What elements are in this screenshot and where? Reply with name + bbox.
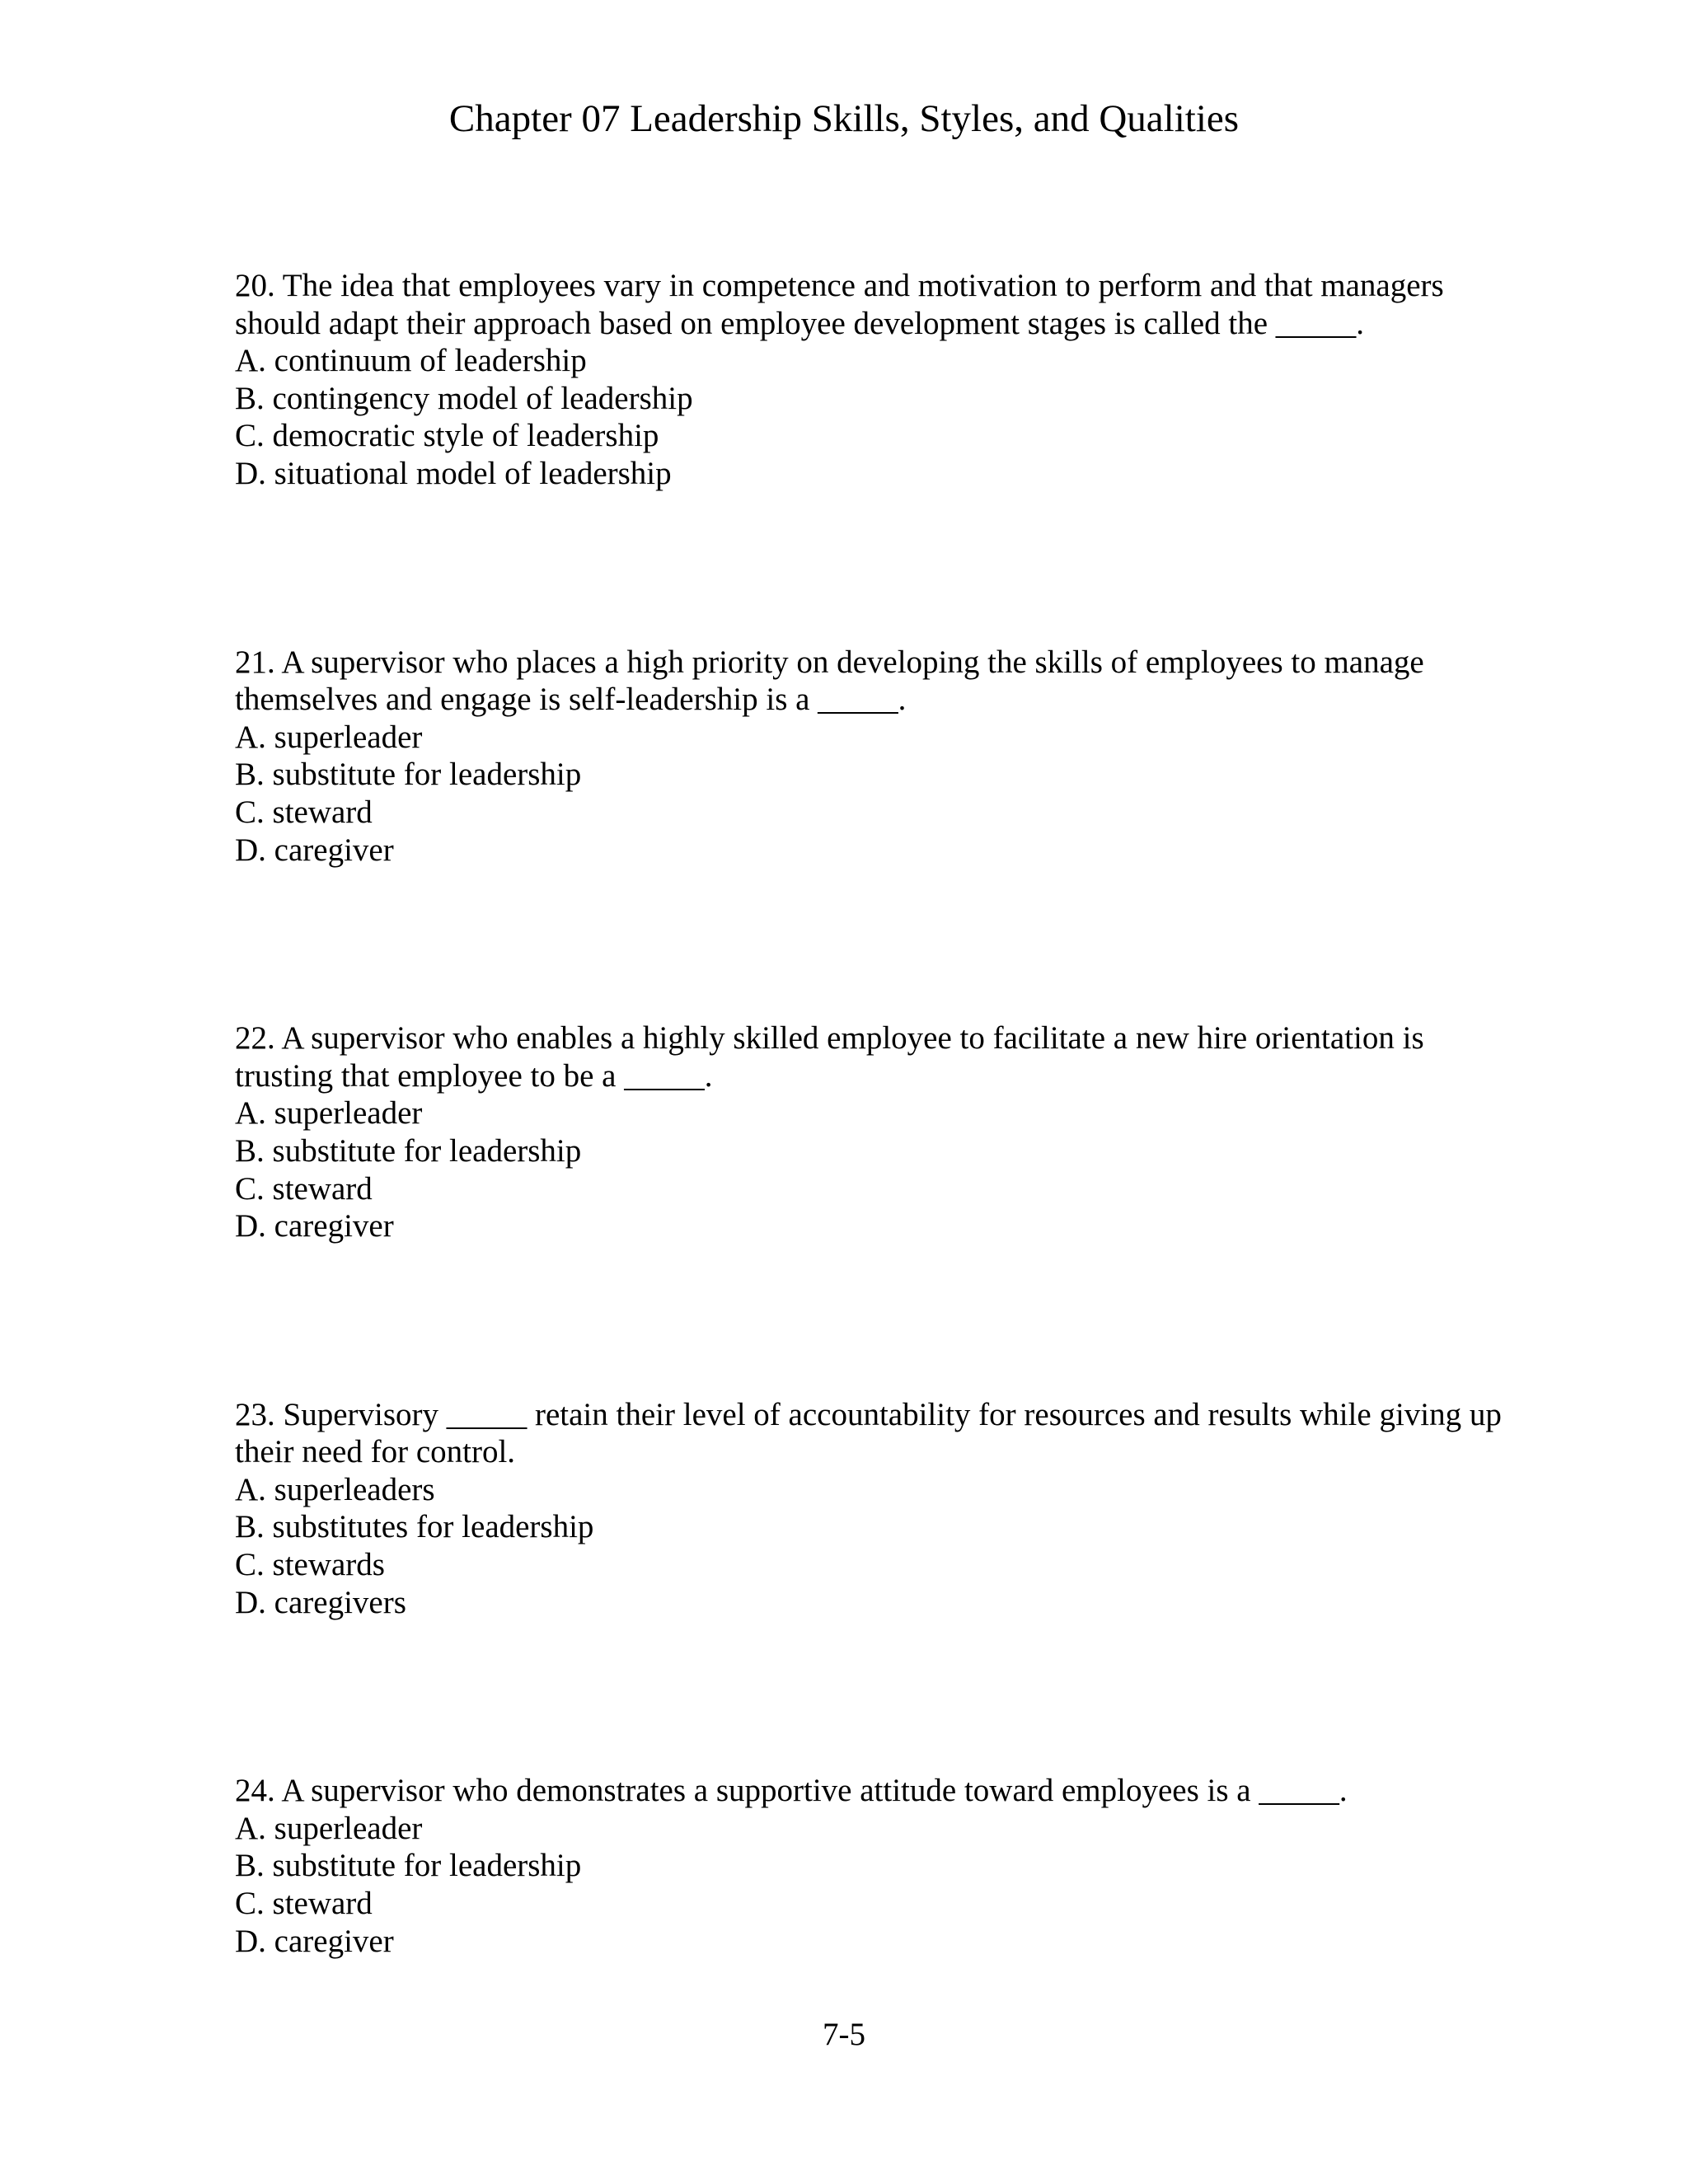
answer-option: C. democratic style of leadership [235, 418, 659, 454]
answer-option: B. contingency model of leadership [235, 380, 693, 416]
question-text: 21. A supervisor who places a high priority on developing the skills of employees to manage themselves and engage is self-leadership is a _____. [235, 644, 1424, 718]
answer-option: D. situational model of leadership [235, 455, 672, 491]
answer-option: A. superleaders [235, 1471, 435, 1507]
answer-option: B. substitutes for leadership [235, 1509, 594, 1545]
question-list [235, 267, 1521, 1960]
question-text: 23. Supervisory _____ retain their level of accountability for resources and results while giving up their need for control. [235, 1396, 1502, 1470]
answer-option: A. superleader [235, 1810, 423, 1846]
page-number: 7-5 [823, 2017, 865, 2052]
answer-option: D. caregivers [235, 1584, 406, 1620]
answer-option: B. substitute for leadership [235, 1132, 582, 1169]
question-text: 22. A supervisor who enables a highly skilled employee to facilitate a new hire orientation is trusting that employee to be a _____. [235, 1020, 1424, 1094]
answer-option: C. steward [235, 1170, 373, 1207]
page-title: Chapter 07 Leadership Skills, Styles, and Qualities [448, 97, 1240, 140]
answer-option: C. stewards [235, 1547, 385, 1583]
answer-option: C. steward [235, 1886, 373, 1922]
question-item [235, 1396, 1521, 1622]
question-item [235, 1772, 1521, 1960]
answer-option: C. steward [235, 794, 373, 830]
answer-option: B. substitute for leadership [235, 757, 582, 793]
question-text: 24. A supervisor who demonstrates a supportive attitude toward employees is a _____. [235, 1773, 1348, 1809]
answer-option: B. substitute for leadership [235, 1848, 582, 1884]
answer-option: A. superleader [235, 1095, 423, 1132]
answer-option: A. continuum of leadership [235, 343, 587, 379]
answer-option: A. superleader [235, 719, 423, 755]
answer-option: D. caregiver [235, 1208, 394, 1244]
answer-option: D. caregiver [235, 832, 394, 868]
question-item [235, 1019, 1521, 1245]
question-item [235, 644, 1521, 869]
question-text: 20. The idea that employees vary in competence and motivation to perform and that managers should adapt their approach based on employee development stages is called the _____. [235, 268, 1444, 341]
question-item [235, 267, 1521, 493]
answer-option: D. caregiver [235, 1923, 394, 1959]
